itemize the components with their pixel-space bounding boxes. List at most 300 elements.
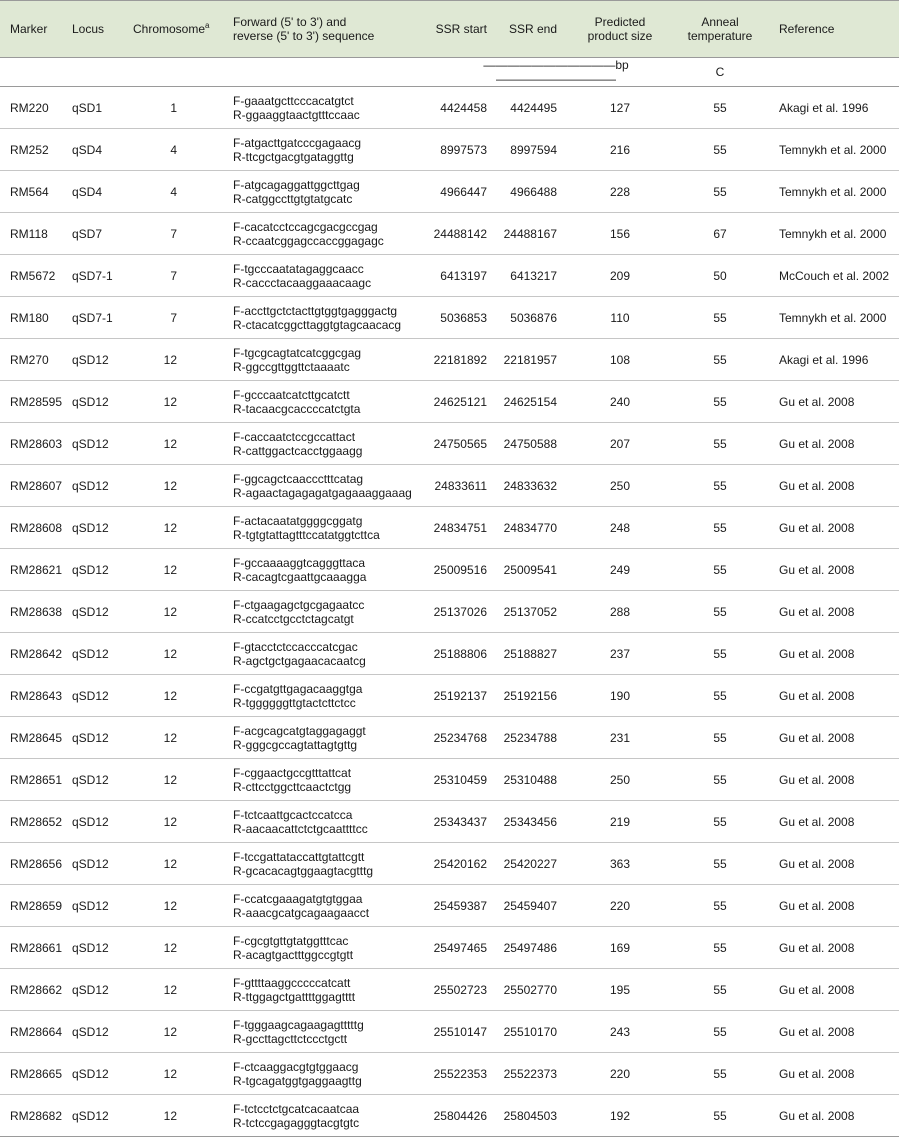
cell-ssr-end: 25459407 — [491, 885, 569, 927]
cell-ssr-end: 25009541 — [491, 549, 569, 591]
cell-reference: Temnykh et al. 2000 — [769, 297, 899, 339]
cell-reference: Gu et al. 2008 — [769, 801, 899, 843]
forward-sequence: F-gttttaaggcccccatcatt — [233, 975, 351, 990]
cell-anneal: 55 — [671, 297, 769, 339]
cell-sequence — [229, 129, 421, 171]
cell-marker: RM28643 — [0, 675, 68, 717]
reverse-sequence: R-cattggactcacctggaagg — [233, 443, 363, 458]
cell-ssr-start: 25137026 — [421, 591, 491, 633]
table-row — [0, 171, 899, 213]
cell-chromosome: 12 — [123, 801, 229, 843]
cell-product-size: 108 — [569, 339, 671, 381]
cell-marker: RM270 — [0, 339, 68, 381]
cell-chromosome: 12 — [123, 717, 229, 759]
cell-reference: Gu et al. 2008 — [769, 549, 899, 591]
table-row — [0, 129, 899, 171]
forward-sequence: F-gtacctctccacccatcgac — [233, 639, 358, 654]
cell-reference: Gu et al. 2008 — [769, 675, 899, 717]
cell-product-size: 209 — [569, 255, 671, 297]
cell-ssr-end: 24833632 — [491, 465, 569, 507]
cell-ssr-start: 25522353 — [421, 1053, 491, 1095]
cell-product-size: 207 — [569, 423, 671, 465]
forward-sequence: F-cacatcctccagcgacgccgag — [233, 219, 378, 234]
reverse-sequence: R-ggccgttggttctaaaatc — [233, 359, 350, 374]
cell-sequence — [229, 339, 421, 381]
reverse-sequence: R-ctacatcggcttaggtgtagcaacacg — [233, 317, 402, 332]
cell-locus: qSD12 — [68, 591, 123, 633]
header-ssr-end-label: SSR end — [508, 22, 557, 36]
cell-sequence — [229, 297, 421, 339]
reverse-sequence: R-ccatcctgcctctagcatgt — [233, 611, 354, 626]
reverse-sequence: R-cacagtcgaattgcaaagga — [233, 569, 367, 584]
cell-ssr-start: 6413197 — [421, 255, 491, 297]
cell-sequence — [229, 801, 421, 843]
cell-marker: RM28642 — [0, 633, 68, 675]
cell-product-size: 192 — [569, 1095, 671, 1137]
cell-marker: RM564 — [0, 171, 68, 213]
cell-locus: qSD12 — [68, 381, 123, 423]
cell-product-size: 250 — [569, 759, 671, 801]
cell-reference: Akagi et al. 1996 — [769, 339, 899, 381]
reverse-sequence: R-ccaatcggagccaccggagagc — [233, 233, 384, 248]
cell-reference: Gu et al. 2008 — [769, 717, 899, 759]
cell-locus: qSD4 — [68, 129, 123, 171]
table-row — [0, 339, 899, 381]
reverse-sequence: R-acagtgactttggccgtgtt — [233, 947, 354, 962]
cell-marker: RM28661 — [0, 927, 68, 969]
cell-locus: qSD4 — [68, 171, 123, 213]
table-row — [0, 213, 899, 255]
cell-ssr-start: 25009516 — [421, 549, 491, 591]
cell-sequence — [229, 969, 421, 1011]
cell-ssr-start: 4424458 — [421, 87, 491, 129]
forward-sequence: F-gaaatgcttcccacatgtct — [233, 93, 354, 108]
forward-sequence: F-tctcaattgcactccatcca — [233, 807, 353, 822]
cell-locus: qSD12 — [68, 465, 123, 507]
cell-ssr-start: 25310459 — [421, 759, 491, 801]
cell-anneal: 55 — [671, 507, 769, 549]
cell-ssr-end: 22181957 — [491, 339, 569, 381]
cell-chromosome: 12 — [123, 1053, 229, 1095]
cell-locus: qSD12 — [68, 549, 123, 591]
forward-sequence: F-tccgattataccattgtattcgtt — [233, 849, 365, 864]
table-row — [0, 1095, 899, 1137]
cell-sequence — [229, 381, 421, 423]
cell-product-size: 228 — [569, 171, 671, 213]
reverse-sequence: R-catggccttgtgtatgcatc — [233, 191, 353, 206]
cell-product-size: 363 — [569, 843, 671, 885]
table-row — [0, 675, 899, 717]
cell-ssr-start: 4966447 — [421, 171, 491, 213]
cell-ssr-start: 25510147 — [421, 1011, 491, 1053]
cell-anneal: 55 — [671, 843, 769, 885]
cell-sequence — [229, 1011, 421, 1053]
forward-sequence: F-accttgctctacttgtggtgagggactg — [233, 303, 398, 318]
cell-locus: qSD7-1 — [68, 255, 123, 297]
cell-anneal: 55 — [671, 885, 769, 927]
cell-chromosome: 12 — [123, 633, 229, 675]
cell-ssr-end: 25137052 — [491, 591, 569, 633]
cell-ssr-end: 4424495 — [491, 87, 569, 129]
cell-locus: qSD12 — [68, 1095, 123, 1137]
cell-anneal: 50 — [671, 255, 769, 297]
cell-reference: Gu et al. 2008 — [769, 759, 899, 801]
forward-sequence: F-tgggaagcagaagagtttttg — [233, 1017, 364, 1032]
cell-marker: RM118 — [0, 213, 68, 255]
cell-marker: RM28638 — [0, 591, 68, 633]
cell-reference: Gu et al. 2008 — [769, 507, 899, 549]
cell-chromosome: 12 — [123, 549, 229, 591]
table-row — [0, 297, 899, 339]
cell-marker: RM28659 — [0, 885, 68, 927]
cell-ssr-start: 25234768 — [421, 717, 491, 759]
header-marker — [0, 1, 68, 58]
table-row — [0, 927, 899, 969]
reverse-sequence: R-gggcgccagtattagtgttg — [233, 737, 358, 752]
cell-ssr-end: 25510170 — [491, 1011, 569, 1053]
cell-locus: qSD12 — [68, 1053, 123, 1095]
cell-reference: Gu et al. 2008 — [769, 885, 899, 927]
cell-marker: RM28664 — [0, 1011, 68, 1053]
table-row — [0, 507, 899, 549]
cell-chromosome: 12 — [123, 885, 229, 927]
cell-ssr-end: 25343456 — [491, 801, 569, 843]
header-marker-label: Marker — [10, 22, 48, 36]
cell-marker: RM28645 — [0, 717, 68, 759]
cell-marker: RM28652 — [0, 801, 68, 843]
cell-anneal: 55 — [671, 1095, 769, 1137]
cell-ssr-end: 24625154 — [491, 381, 569, 423]
cell-ssr-end: 8997594 — [491, 129, 569, 171]
cell-marker: RM28603 — [0, 423, 68, 465]
cell-reference: Gu et al. 2008 — [769, 1053, 899, 1095]
cell-marker: RM5672 — [0, 255, 68, 297]
cell-locus: qSD12 — [68, 1011, 123, 1053]
header-product-size — [569, 1, 671, 58]
forward-sequence: F-ccatcgaaagatgtgtggaa — [233, 891, 363, 906]
forward-sequence: F-cgcgtgttgtatggtttcac — [233, 933, 349, 948]
reverse-sequence: R-aacaacattctctgcaattttcc — [233, 821, 368, 836]
cell-ssr-start: 25459387 — [421, 885, 491, 927]
cell-chromosome: 4 — [123, 171, 229, 213]
cell-reference: Gu et al. 2008 — [769, 423, 899, 465]
cell-ssr-end: 25192156 — [491, 675, 569, 717]
cell-ssr-end: 6413217 — [491, 255, 569, 297]
cell-anneal: 67 — [671, 213, 769, 255]
table-row — [0, 255, 899, 297]
header-product-line2: product size — [587, 29, 653, 43]
cell-anneal: 55 — [671, 1011, 769, 1053]
cell-reference: Gu et al. 2008 — [769, 633, 899, 675]
cell-reference: Gu et al. 2008 — [769, 1095, 899, 1137]
cell-chromosome: 12 — [123, 843, 229, 885]
cell-reference: Temnykh et al. 2000 — [769, 129, 899, 171]
cell-locus: qSD12 — [68, 885, 123, 927]
reverse-sequence: R-ttcgctgacgtgataggttg — [233, 149, 354, 164]
cell-ssr-start: 24488142 — [421, 213, 491, 255]
forward-sequence: F-cggaactgccgtttattcat — [233, 765, 352, 780]
table-header — [0, 1, 899, 87]
cell-ssr-start: 25188806 — [421, 633, 491, 675]
cell-marker: RM180 — [0, 297, 68, 339]
cell-anneal: 55 — [671, 339, 769, 381]
cell-ssr-start: 25497465 — [421, 927, 491, 969]
cell-chromosome: 12 — [123, 423, 229, 465]
cell-product-size: 250 — [569, 465, 671, 507]
cell-ssr-start: 24750565 — [421, 423, 491, 465]
header-product-line1: Predicted — [594, 15, 646, 29]
cell-ssr-end: 25804503 — [491, 1095, 569, 1137]
cell-marker: RM28662 — [0, 969, 68, 1011]
cell-sequence — [229, 843, 421, 885]
cell-product-size: 249 — [569, 549, 671, 591]
cell-anneal: 55 — [671, 633, 769, 675]
cell-reference: Gu et al. 2008 — [769, 591, 899, 633]
cell-product-size: 190 — [569, 675, 671, 717]
table-row — [0, 801, 899, 843]
header-sequence-line1: Forward (5' to 3') and — [233, 15, 347, 29]
cell-ssr-end: 25234788 — [491, 717, 569, 759]
cell-chromosome: 12 — [123, 759, 229, 801]
cell-sequence — [229, 549, 421, 591]
cell-locus: qSD12 — [68, 675, 123, 717]
forward-sequence: F-tgcccaatatagaggcaacc — [233, 261, 364, 276]
forward-sequence: F-ccgatgttgagacaaggtga — [233, 681, 363, 696]
cell-ssr-end: 24750588 — [491, 423, 569, 465]
cell-anneal: 55 — [671, 591, 769, 633]
cell-anneal: 55 — [671, 171, 769, 213]
header-reference-label: Reference — [779, 22, 835, 36]
cell-chromosome: 12 — [123, 381, 229, 423]
cell-chromosome: 7 — [123, 255, 229, 297]
cell-reference: Akagi et al. 1996 — [769, 87, 899, 129]
cell-reference: Gu et al. 2008 — [769, 465, 899, 507]
cell-anneal: 55 — [671, 759, 769, 801]
cell-sequence — [229, 171, 421, 213]
cell-anneal: 55 — [671, 801, 769, 843]
cell-product-size: 248 — [569, 507, 671, 549]
cell-product-size: 240 — [569, 381, 671, 423]
forward-sequence: F-atgacttgatcccgagaacg — [233, 135, 362, 150]
table-row — [0, 549, 899, 591]
header-chromosome-label: Chromosome — [133, 22, 206, 36]
cell-product-size: 243 — [569, 1011, 671, 1053]
header-ssr-end — [491, 1, 569, 58]
header-anneal — [671, 1, 769, 58]
bp-unit-label: ———————————bp—————————— — [421, 58, 671, 87]
cell-chromosome: 12 — [123, 507, 229, 549]
cell-sequence — [229, 591, 421, 633]
cell-sequence — [229, 423, 421, 465]
cell-ssr-start: 25420162 — [421, 843, 491, 885]
cell-anneal: 55 — [671, 423, 769, 465]
cell-anneal: 55 — [671, 129, 769, 171]
reverse-sequence: R-tctccgagagggtacgtgtc — [233, 1115, 360, 1130]
cell-locus: qSD7-1 — [68, 297, 123, 339]
cell-reference: Gu et al. 2008 — [769, 927, 899, 969]
cell-ssr-start: 25502723 — [421, 969, 491, 1011]
table-row — [0, 843, 899, 885]
header-row — [0, 1, 899, 58]
forward-sequence: F-ctcaaggacgtgtggaacg — [233, 1059, 359, 1074]
reverse-sequence: R-aaacgcatgcagaagaacct — [233, 905, 370, 920]
forward-sequence: F-actacaatatggggcggatg — [233, 513, 363, 528]
cell-marker: RM28621 — [0, 549, 68, 591]
cell-chromosome: 12 — [123, 1095, 229, 1137]
cell-product-size: 219 — [569, 801, 671, 843]
table-row — [0, 885, 899, 927]
cell-ssr-start: 24834751 — [421, 507, 491, 549]
cell-locus: qSD12 — [68, 423, 123, 465]
cell-ssr-start: 8997573 — [421, 129, 491, 171]
forward-sequence: F-acgcagcatgtaggagaggt — [233, 723, 366, 738]
forward-sequence: F-tctcctctgcatcacaatcaa — [233, 1101, 360, 1116]
cell-marker: RM28682 — [0, 1095, 68, 1137]
cell-ssr-end: 25502770 — [491, 969, 569, 1011]
cell-locus: qSD12 — [68, 843, 123, 885]
units-row — [0, 58, 899, 87]
header-anneal-line1: Anneal — [701, 15, 739, 29]
cell-sequence — [229, 87, 421, 129]
cell-ssr-start: 24625121 — [421, 381, 491, 423]
cell-ssr-start: 5036853 — [421, 297, 491, 339]
cell-anneal: 55 — [671, 675, 769, 717]
table-row — [0, 1011, 899, 1053]
cell-reference: Gu et al. 2008 — [769, 843, 899, 885]
cell-reference: Gu et al. 2008 — [769, 969, 899, 1011]
cell-product-size: 156 — [569, 213, 671, 255]
header-sequence — [229, 1, 421, 58]
forward-sequence: F-caccaatctccgccattact — [233, 429, 356, 444]
reverse-sequence: R-agaactagagagatgagaaaggaaag — [233, 485, 412, 500]
header-locus-label: Locus — [72, 22, 105, 36]
cell-product-size: 216 — [569, 129, 671, 171]
cell-anneal: 55 — [671, 927, 769, 969]
cell-locus: qSD12 — [68, 759, 123, 801]
table-row — [0, 591, 899, 633]
reverse-sequence: R-tacaacgcaccccatctgta — [233, 401, 361, 416]
cell-sequence — [229, 633, 421, 675]
reverse-sequence: R-gccttagcttctccctgctt — [233, 1031, 348, 1046]
cell-product-size: 127 — [569, 87, 671, 129]
header-ssr-start — [421, 1, 491, 58]
cell-marker: RM28595 — [0, 381, 68, 423]
cell-anneal: 55 — [671, 969, 769, 1011]
cell-chromosome: 4 — [123, 129, 229, 171]
cell-sequence — [229, 759, 421, 801]
reverse-sequence: R-tggggggttgtactcttctcc — [233, 695, 356, 710]
cell-sequence — [229, 717, 421, 759]
cell-product-size: 220 — [569, 885, 671, 927]
cell-ssr-end: 4966488 — [491, 171, 569, 213]
forward-sequence: F-gcccaatcatcttgcatctt — [233, 387, 350, 402]
table-row — [0, 633, 899, 675]
cell-anneal: 55 — [671, 465, 769, 507]
cell-anneal: 55 — [671, 87, 769, 129]
reverse-sequence: R-caccctacaaggaaacaagc — [233, 275, 372, 290]
header-ssr-start-label: SSR start — [435, 22, 487, 36]
cell-ssr-end: 24488167 — [491, 213, 569, 255]
cell-marker: RM252 — [0, 129, 68, 171]
cell-ssr-start: 25343437 — [421, 801, 491, 843]
cell-product-size: 110 — [569, 297, 671, 339]
cell-chromosome: 7 — [123, 297, 229, 339]
cell-product-size: 231 — [569, 717, 671, 759]
cell-locus: qSD12 — [68, 717, 123, 759]
cell-ssr-start: 25192137 — [421, 675, 491, 717]
cell-product-size: 220 — [569, 1053, 671, 1095]
cell-ssr-start: 25804426 — [421, 1095, 491, 1137]
cell-sequence — [229, 213, 421, 255]
cell-chromosome: 12 — [123, 1011, 229, 1053]
temperature-unit-label: C — [671, 58, 769, 87]
header-sequence-line2: reverse (5' to 3') sequence — [233, 29, 375, 43]
header-reference — [769, 1, 899, 58]
forward-sequence: F-tgcgcagtatcatcggcgag — [233, 345, 362, 360]
cell-marker: RM28608 — [0, 507, 68, 549]
cell-ssr-end: 25420227 — [491, 843, 569, 885]
forward-sequence: F-ggcagctcaaccctttcatag — [233, 471, 364, 486]
cell-sequence — [229, 927, 421, 969]
reverse-sequence: R-tgcagatggtgaggaagttg — [233, 1073, 362, 1088]
reverse-sequence: R-cttcctggcttcaactctgg — [233, 779, 352, 794]
table-body — [0, 87, 899, 1137]
cell-ssr-end: 25310488 — [491, 759, 569, 801]
cell-chromosome: 12 — [123, 927, 229, 969]
cell-sequence — [229, 1053, 421, 1095]
cell-product-size: 288 — [569, 591, 671, 633]
cell-reference: Temnykh et al. 2000 — [769, 213, 899, 255]
cell-sequence — [229, 675, 421, 717]
reverse-sequence: R-agctgctgagaacacaatcg — [233, 653, 366, 668]
cell-anneal: 55 — [671, 717, 769, 759]
table-row — [0, 759, 899, 801]
cell-chromosome: 1 — [123, 87, 229, 129]
cell-locus: qSD12 — [68, 507, 123, 549]
cell-product-size: 169 — [569, 927, 671, 969]
cell-ssr-end: 25497486 — [491, 927, 569, 969]
table-row — [0, 87, 899, 129]
cell-chromosome: 7 — [123, 213, 229, 255]
table-row — [0, 465, 899, 507]
cell-chromosome: 12 — [123, 969, 229, 1011]
cell-reference: Gu et al. 2008 — [769, 381, 899, 423]
cell-ssr-end: 24834770 — [491, 507, 569, 549]
cell-locus: qSD12 — [68, 633, 123, 675]
cell-chromosome: 12 — [123, 465, 229, 507]
reverse-sequence: R-ggaaggtaactgtttccaac — [233, 107, 360, 122]
cell-anneal: 55 — [671, 1053, 769, 1095]
table-row — [0, 1053, 899, 1095]
cell-anneal: 55 — [671, 549, 769, 591]
cell-marker: RM28665 — [0, 1053, 68, 1095]
cell-ssr-end: 25522373 — [491, 1053, 569, 1095]
cell-locus: qSD7 — [68, 213, 123, 255]
reverse-sequence: R-tgtgtattagtttccatatggtcttca — [233, 527, 380, 542]
table-row — [0, 717, 899, 759]
table-row — [0, 381, 899, 423]
cell-chromosome: 12 — [123, 591, 229, 633]
reverse-sequence: R-gcacacagtggaagtacgtttg — [233, 863, 374, 878]
cell-ssr-start: 24833611 — [421, 465, 491, 507]
cell-sequence — [229, 507, 421, 549]
cell-reference: McCouch et al. 2002 — [769, 255, 899, 297]
cell-locus: qSD12 — [68, 969, 123, 1011]
cell-locus: qSD12 — [68, 801, 123, 843]
cell-sequence — [229, 465, 421, 507]
cell-ssr-start: 22181892 — [421, 339, 491, 381]
cell-marker: RM28651 — [0, 759, 68, 801]
